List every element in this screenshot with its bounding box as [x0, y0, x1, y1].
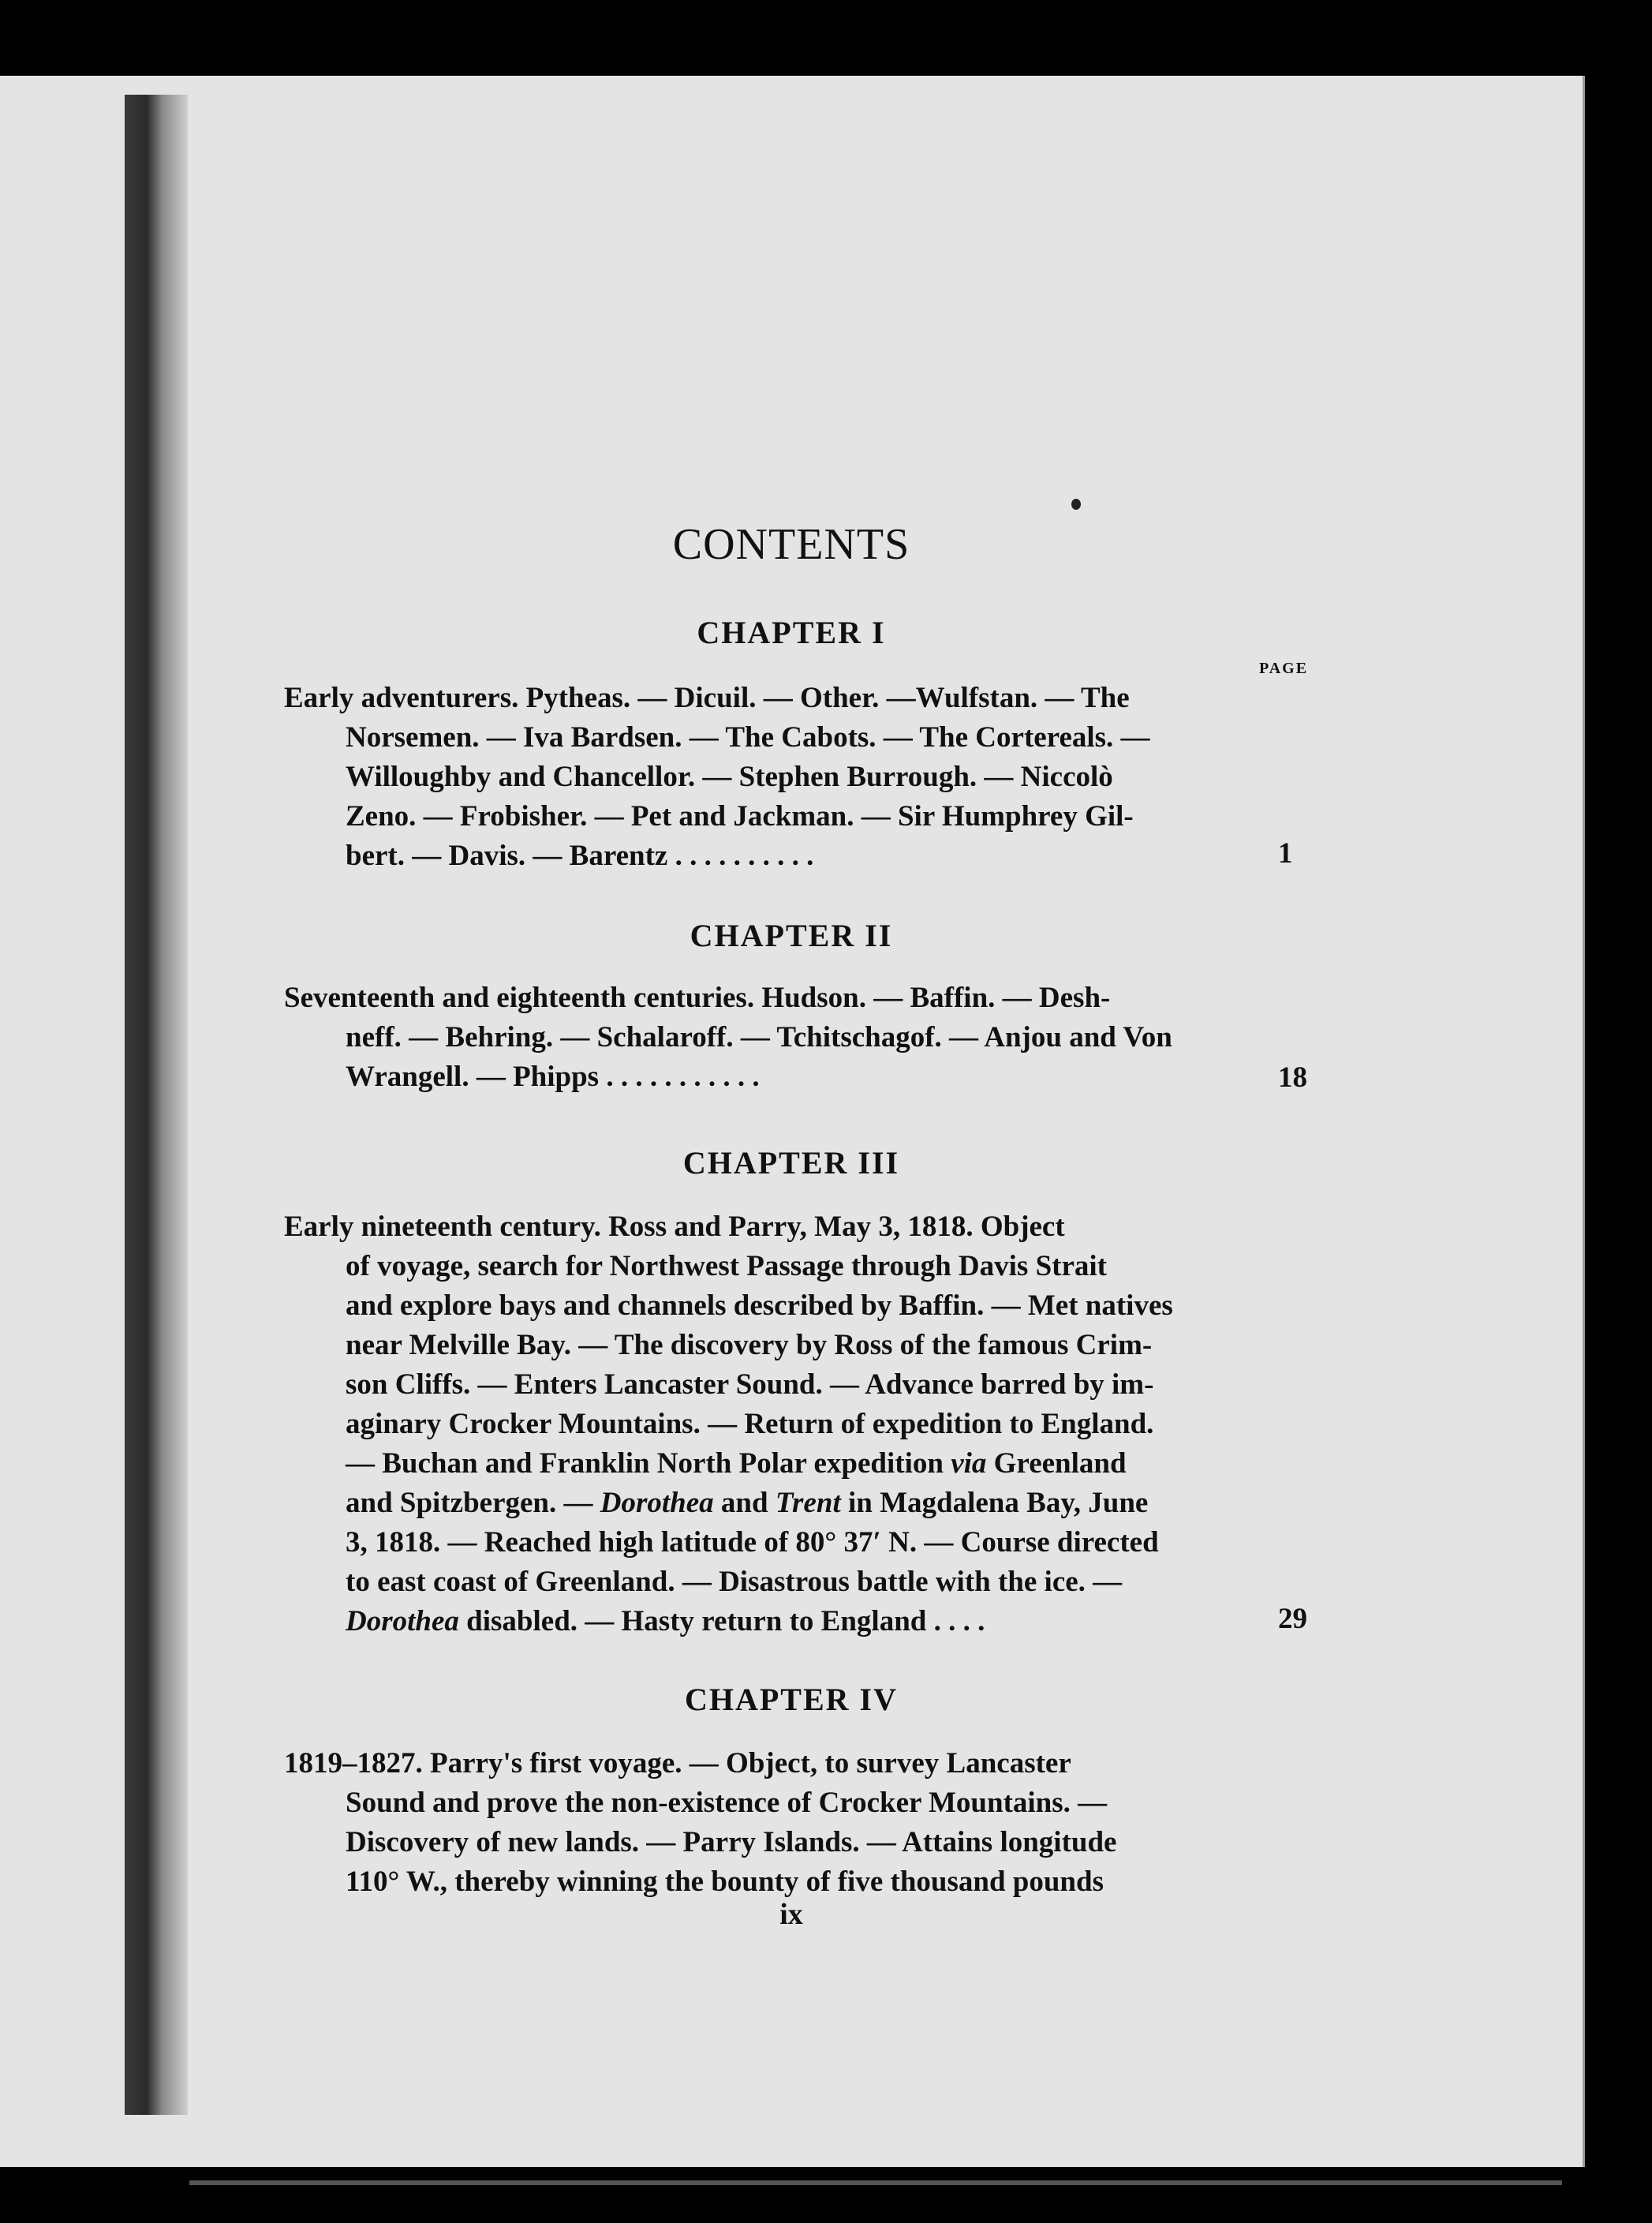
page-bottom-edge [189, 2180, 1562, 2185]
summary-line: 110° W., thereby winning the bounty of five thousand pounds [346, 1866, 1104, 1898]
summary-line: to east coast of Greenland. — Disastrous battle with the ice. — [346, 1566, 1123, 1598]
summary-line: 3, 1818. — Reached high latitude of 80° 37′ N. — Course directed [346, 1526, 1159, 1559]
book-spine-shadow [125, 95, 188, 2115]
summary-line: near Melville Bay. — The discovery by Ross of the famous Crim- [346, 1329, 1153, 1361]
summary-line: Willoughby and Chancellor. — Stephen Burrough. — Niccolò [346, 761, 1113, 793]
summary-line: Discovery of new lands. — Parry Islands. — Attains longitude [346, 1826, 1117, 1858]
summary-line: Sound and prove the non-existence of Crocker Mountains. — [346, 1787, 1108, 1819]
ink-speck [1071, 499, 1081, 510]
summary-line: 1819–1827. Parry's first voyage. — Object, to survey Lancaster [284, 1747, 1071, 1780]
summary-line: bert. — Davis. — Barentz . . . . . . . . . . [346, 840, 814, 872]
chapter-1-heading: CHAPTER I [697, 615, 886, 650]
page-folio: ix [779, 1898, 803, 1931]
summary-line: Norsemen. — Iva Bardsen. — The Cabots. — The Cortereals. — [346, 721, 1150, 754]
page-title: CONTENTS [672, 520, 910, 569]
page-column-header: PAGE [1259, 660, 1309, 677]
summary-line: Zeno. — Frobisher. — Pet and Jackman. — Sir Humphrey Gil- [346, 800, 1134, 833]
summary-line: Wrangell. — Phipps . . . . . . . . . . . [346, 1061, 760, 1093]
summary-line: Dorothea disabled. — Hasty return to England . . . . [346, 1605, 985, 1637]
chapter-1-page-number: 1 [1278, 837, 1293, 870]
chapter-3-page-number: 29 [1278, 1603, 1307, 1635]
summary-line: son Cliffs. — Enters Lancaster Sound. — Advance barred by im- [346, 1368, 1154, 1401]
summary-line: Seventeenth and eighteenth centuries. Hudson. — Baffin. — Desh- [284, 982, 1111, 1014]
chapter-1-summary [284, 679, 1242, 876]
summary-line: aginary Crocker Mountains. — Return of expedition to England. [346, 1408, 1154, 1440]
summary-line: neff. — Behring. — Schalaroff. — Tchitschagof. — Anjou and Von [346, 1021, 1172, 1053]
summary-line: and explore bays and channels described by Baffin. — Met natives [346, 1289, 1173, 1322]
summary-line: and Spitzbergen. — Dorothea and Trent in Magdalena Bay, June [346, 1487, 1149, 1519]
summary-line: — Buchan and Franklin North Polar expedition via Greenland [346, 1447, 1127, 1480]
summary-line: Early nineteenth century. Ross and Parry, May 3, 1818. Object [284, 1211, 1065, 1243]
chapter-2-heading: CHAPTER II [690, 918, 893, 953]
chapter-3-summary [284, 1207, 1242, 1641]
chapter-4-summary [284, 1744, 1242, 1902]
chapter-2-page-number: 18 [1278, 1061, 1307, 1094]
chapter-3-heading: CHAPTER III [682, 1145, 900, 1181]
chapter-2-summary [284, 979, 1242, 1097]
chapter-4-heading: CHAPTER IV [684, 1682, 899, 1717]
summary-line: Early adventurers. Pytheas. — Dicuil. — Other. —Wulfstan. — The [284, 682, 1130, 714]
summary-line: of voyage, search for Northwest Passage through Davis Strait [346, 1250, 1107, 1282]
